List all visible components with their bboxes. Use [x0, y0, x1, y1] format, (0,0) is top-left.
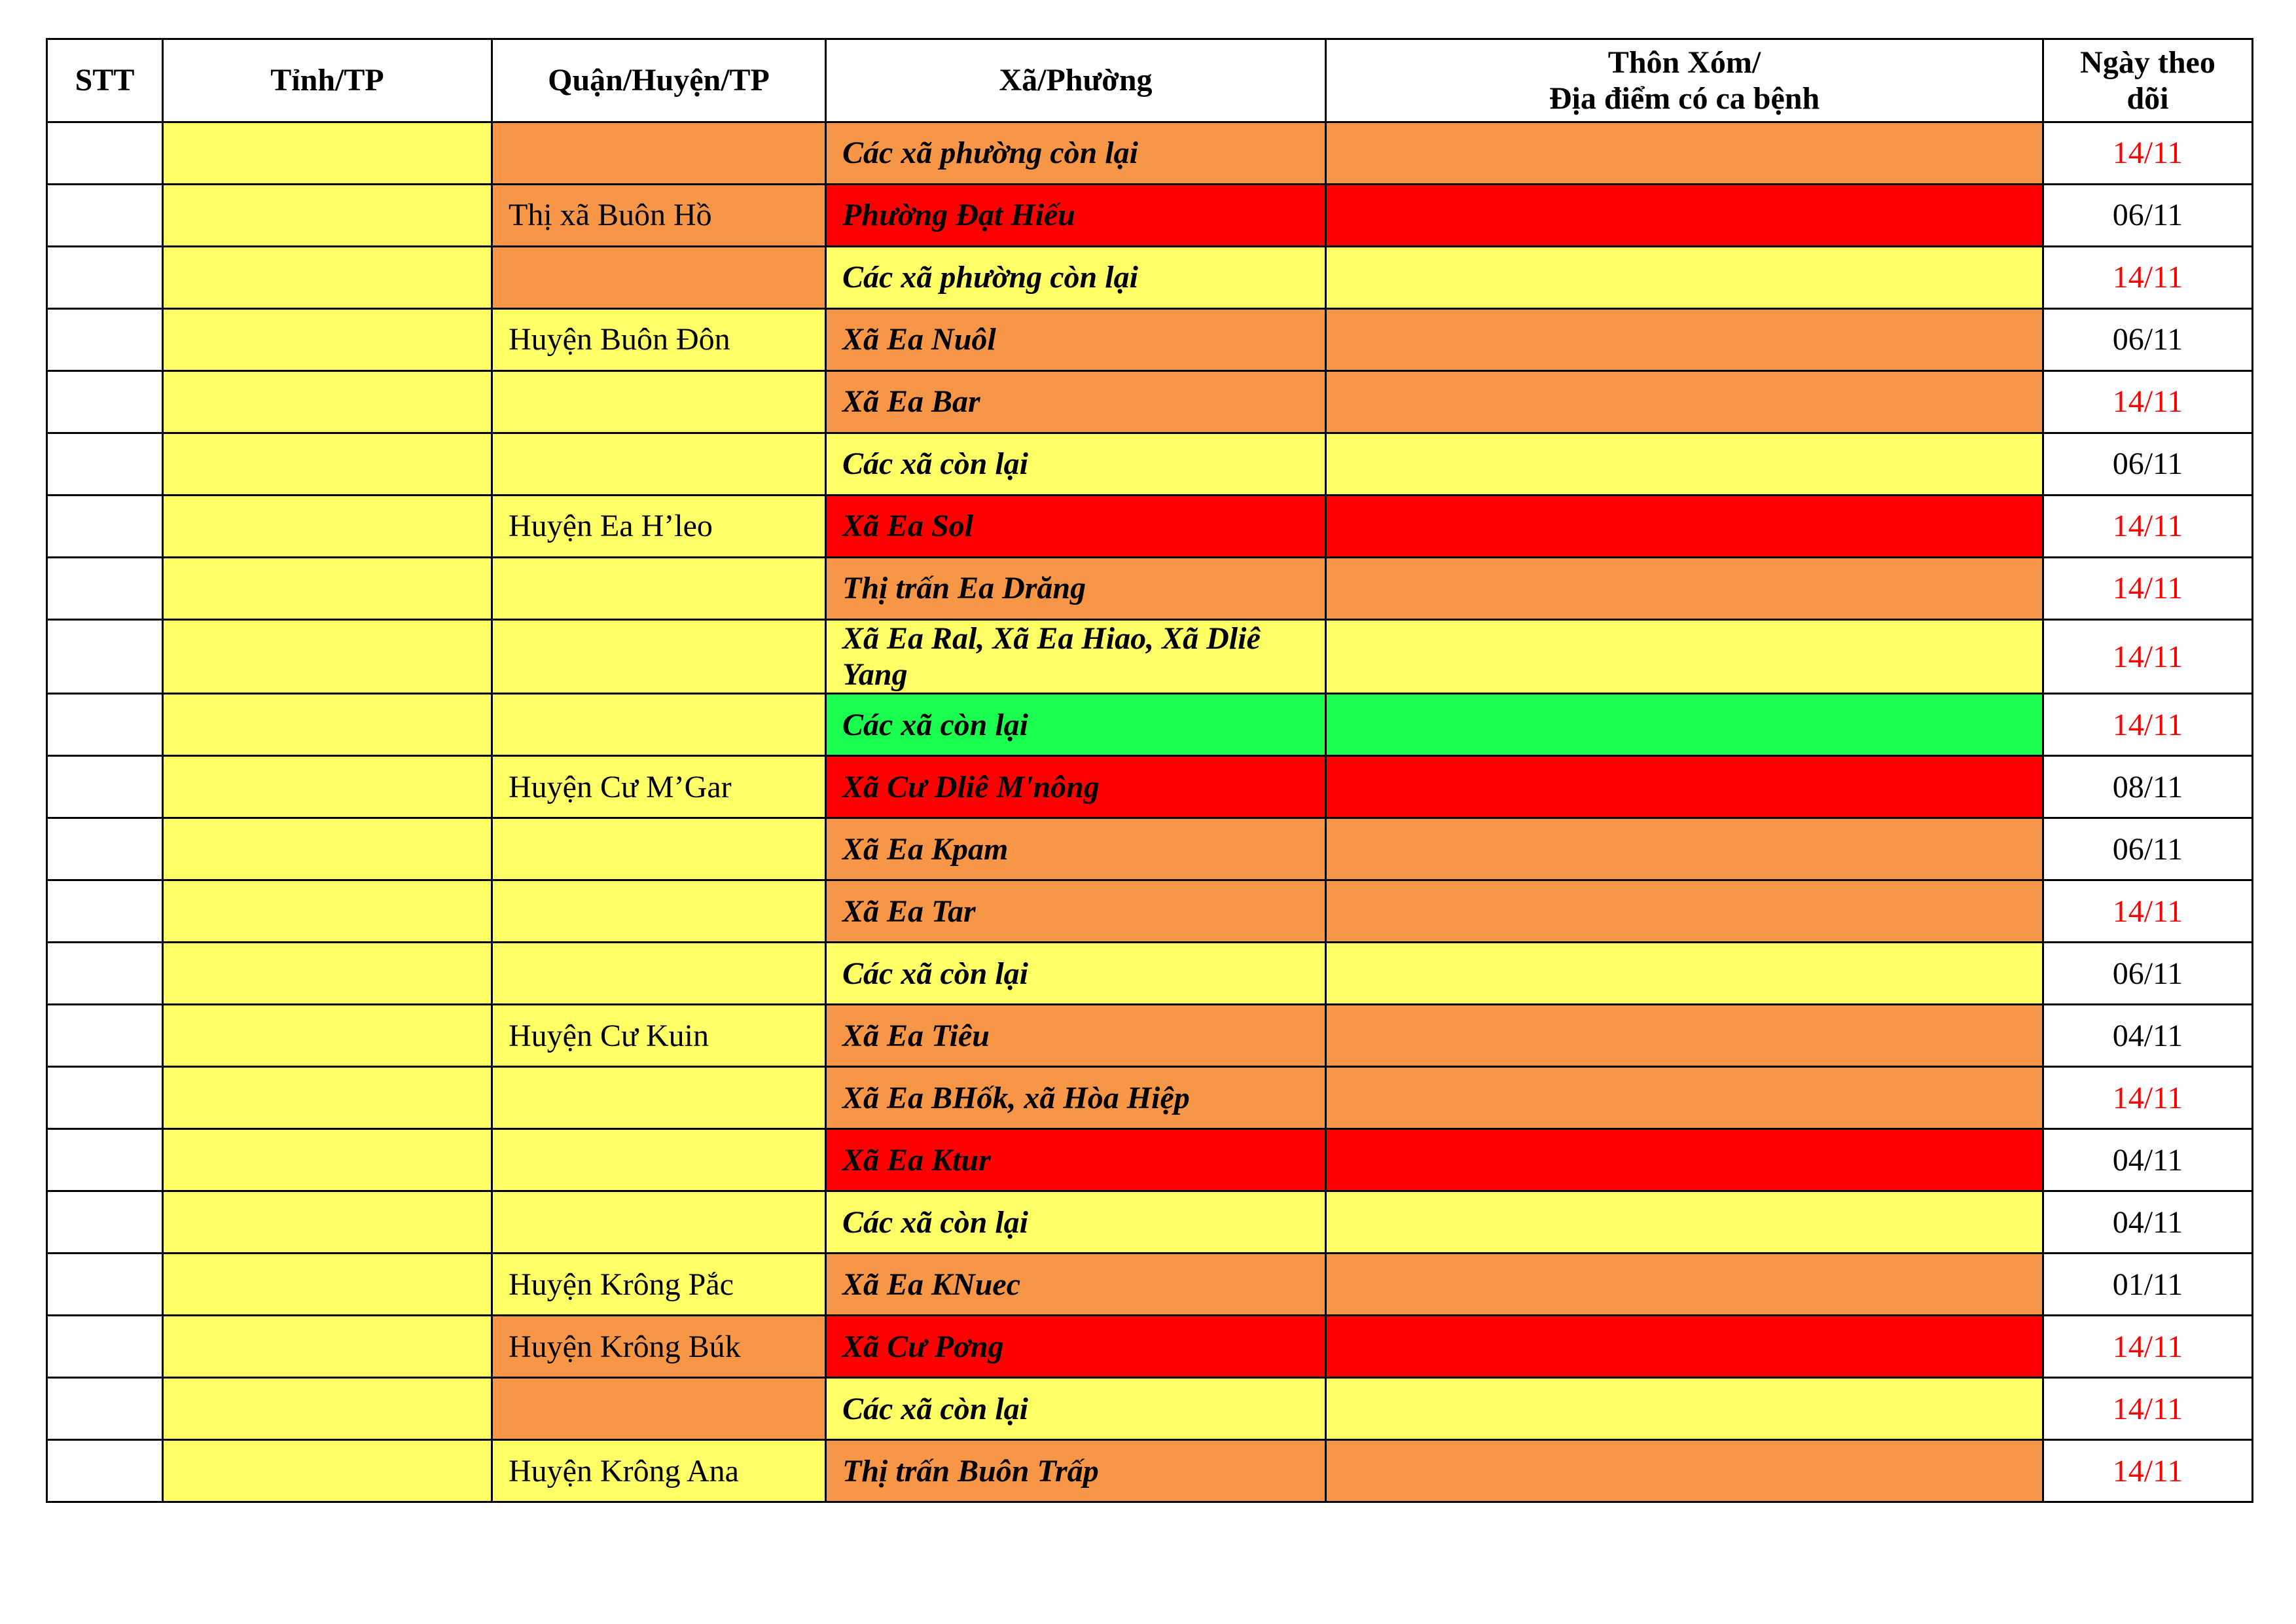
cell-district	[492, 371, 826, 433]
cell-date: 04/11	[2043, 1005, 2253, 1067]
table-row	[47, 433, 2253, 496]
cell-district	[492, 943, 826, 1005]
cell-village	[1326, 1005, 2043, 1067]
cell-ward: Xã Ea Nuôl	[826, 309, 1326, 371]
cell-district: Thị xã Buôn Hồ	[492, 185, 826, 247]
cell-district	[492, 122, 826, 185]
cell-date: 14/11	[2043, 880, 2253, 943]
cell-province	[163, 943, 492, 1005]
cell-stt	[47, 433, 163, 496]
cell-date: 14/11	[2043, 496, 2253, 558]
cell-province	[163, 756, 492, 818]
cell-district: Huyện Krông Ana	[492, 1440, 826, 1502]
cell-district	[492, 1129, 826, 1191]
header-district: Quận/Huyện/TP	[492, 39, 826, 122]
cell-stt	[47, 1440, 163, 1502]
cell-province	[163, 694, 492, 756]
cell-province	[163, 1378, 492, 1440]
cell-village	[1326, 558, 2043, 620]
cell-stt	[47, 818, 163, 880]
cell-province	[163, 1005, 492, 1067]
cell-district	[492, 818, 826, 880]
cell-date: 14/11	[2043, 247, 2253, 309]
cell-district	[492, 1191, 826, 1254]
cell-stt	[47, 1316, 163, 1378]
cell-stt	[47, 496, 163, 558]
cell-stt	[47, 880, 163, 943]
cell-village	[1326, 694, 2043, 756]
cell-stt	[47, 1254, 163, 1316]
cell-date: 04/11	[2043, 1129, 2253, 1191]
cell-ward: Các xã còn lại	[826, 694, 1326, 756]
table-row	[47, 558, 2253, 620]
cell-date: 06/11	[2043, 433, 2253, 496]
cell-date: 04/11	[2043, 1191, 2253, 1254]
cell-ward: Xã Ea Ktur	[826, 1129, 1326, 1191]
table-header	[47, 39, 2253, 122]
cell-province	[163, 818, 492, 880]
table-row	[47, 1005, 2253, 1067]
cell-district: Huyện Cư M’Gar	[492, 756, 826, 818]
cell-stt	[47, 1191, 163, 1254]
cell-date: 14/11	[2043, 558, 2253, 620]
cell-province	[163, 496, 492, 558]
cell-date: 06/11	[2043, 309, 2253, 371]
cell-date: 01/11	[2043, 1254, 2253, 1316]
cell-ward: Xã Ea Sol	[826, 496, 1326, 558]
cell-ward: Xã Ea KNuec	[826, 1254, 1326, 1316]
header-stt: STT	[47, 39, 163, 122]
cell-district: Huyện Krông Pắc	[492, 1254, 826, 1316]
cell-ward: Các xã còn lại	[826, 433, 1326, 496]
table-row	[47, 185, 2253, 247]
cell-stt	[47, 1378, 163, 1440]
cell-village	[1326, 1129, 2043, 1191]
cell-province	[163, 122, 492, 185]
cell-village	[1326, 1254, 2043, 1316]
cell-province	[163, 620, 492, 694]
cell-date: 08/11	[2043, 756, 2253, 818]
table-row	[47, 756, 2253, 818]
cell-ward: Xã Ea Tar	[826, 880, 1326, 943]
header-province: Tỉnh/TP	[163, 39, 492, 122]
cell-province	[163, 309, 492, 371]
header-date-line2: dõi	[2126, 81, 2169, 116]
cell-province	[163, 1440, 492, 1502]
cell-stt	[47, 122, 163, 185]
cell-ward: Xã Ea Bar	[826, 371, 1326, 433]
cell-province	[163, 880, 492, 943]
cell-province	[163, 1254, 492, 1316]
cell-village	[1326, 185, 2043, 247]
cell-district	[492, 694, 826, 756]
table-row	[47, 1378, 2253, 1440]
cell-ward: Xã Cư Pơng	[826, 1316, 1326, 1378]
cell-village	[1326, 247, 2043, 309]
table-row	[47, 1316, 2253, 1378]
cell-date: 14/11	[2043, 1440, 2253, 1502]
cell-district	[492, 433, 826, 496]
cell-district: Huyện Buôn Đôn	[492, 309, 826, 371]
cell-date: 14/11	[2043, 122, 2253, 185]
cell-date: 14/11	[2043, 1067, 2253, 1129]
table-row	[47, 247, 2253, 309]
cell-ward: Thị trấn Ea Drăng	[826, 558, 1326, 620]
cell-ward: Các xã còn lại	[826, 1378, 1326, 1440]
cell-village	[1326, 309, 2043, 371]
cell-stt	[47, 309, 163, 371]
cell-village	[1326, 1440, 2043, 1502]
cell-district	[492, 1067, 826, 1129]
cell-ward: Các xã phường còn lại	[826, 122, 1326, 185]
cell-province	[163, 1316, 492, 1378]
cell-date: 14/11	[2043, 620, 2253, 694]
table-row	[47, 818, 2253, 880]
cell-province	[163, 371, 492, 433]
cell-date: 14/11	[2043, 1378, 2253, 1440]
header-date	[2043, 39, 2253, 122]
table-row	[47, 1067, 2253, 1129]
cell-date: 06/11	[2043, 943, 2253, 1005]
cell-ward: Xã Ea Kpam	[826, 818, 1326, 880]
cell-district	[492, 247, 826, 309]
cell-province	[163, 1129, 492, 1191]
cell-district	[492, 558, 826, 620]
cell-ward: Xã Ea Tiêu	[826, 1005, 1326, 1067]
table-row	[47, 1440, 2253, 1502]
cell-province	[163, 1191, 492, 1254]
cell-village	[1326, 371, 2043, 433]
cell-province	[163, 433, 492, 496]
table-row	[47, 309, 2253, 371]
cell-stt	[47, 943, 163, 1005]
header-ward: Xã/Phường	[826, 39, 1326, 122]
header-village-line2: Địa điểm có ca bệnh	[1549, 81, 1820, 116]
cell-stt	[47, 1067, 163, 1129]
cell-village	[1326, 756, 2043, 818]
cell-stt	[47, 756, 163, 818]
cell-district: Huyện Krông Búk	[492, 1316, 826, 1378]
cell-ward: Phường Đạt Hiếu	[826, 185, 1326, 247]
cell-village	[1326, 620, 2043, 694]
cell-village	[1326, 880, 2043, 943]
cell-date: 06/11	[2043, 818, 2253, 880]
cell-ward: Các xã còn lại	[826, 943, 1326, 1005]
cell-village	[1326, 122, 2043, 185]
cell-village	[1326, 818, 2043, 880]
cell-ward: Xã Ea Ral, Xã Ea Hiao, Xã Dliê Yang	[826, 620, 1326, 694]
table-row	[47, 1129, 2253, 1191]
table-row	[47, 694, 2253, 756]
cell-district: Huyện Ea H’leo	[492, 496, 826, 558]
cell-village	[1326, 1378, 2043, 1440]
cell-stt	[47, 185, 163, 247]
cell-ward: Xã Ea BHốk, xã Hòa Hiệp	[826, 1067, 1326, 1129]
cell-ward: Các xã phường còn lại	[826, 247, 1326, 309]
cell-village	[1326, 1191, 2043, 1254]
cell-ward: Các xã còn lại	[826, 1191, 1326, 1254]
cell-stt	[47, 1005, 163, 1067]
cell-province	[163, 1067, 492, 1129]
cell-date: 14/11	[2043, 1316, 2253, 1378]
cell-village	[1326, 943, 2043, 1005]
cell-ward: Xã Cư Dliê M'nông	[826, 756, 1326, 818]
cell-district	[492, 880, 826, 943]
cell-stt	[47, 371, 163, 433]
cell-district: Huyện Cư Kuin	[492, 1005, 826, 1067]
cell-date: 14/11	[2043, 371, 2253, 433]
cell-village	[1326, 496, 2043, 558]
table-row	[47, 943, 2253, 1005]
table-row	[47, 122, 2253, 185]
header-village	[1326, 39, 2043, 122]
table-row	[47, 1254, 2253, 1316]
cell-stt	[47, 558, 163, 620]
cell-province	[163, 247, 492, 309]
cell-ward: Thị trấn Buôn Trấp	[826, 1440, 1326, 1502]
table-row	[47, 371, 2253, 433]
cell-stt	[47, 1129, 163, 1191]
table-row	[47, 880, 2253, 943]
cell-date: 06/11	[2043, 185, 2253, 247]
cell-district	[492, 620, 826, 694]
cell-village	[1326, 1067, 2043, 1129]
cell-date: 14/11	[2043, 694, 2253, 756]
risk-level-table	[46, 38, 2253, 1503]
cell-district	[492, 1378, 826, 1440]
cell-province	[163, 185, 492, 247]
table-row	[47, 1191, 2253, 1254]
cell-village	[1326, 1316, 2043, 1378]
cell-village	[1326, 433, 2043, 496]
cell-stt	[47, 694, 163, 756]
header-village-line1: Thôn Xóm/	[1607, 45, 1761, 80]
cell-stt	[47, 247, 163, 309]
cell-stt	[47, 620, 163, 694]
table-row	[47, 620, 2253, 694]
cell-province	[163, 558, 492, 620]
table-body	[47, 122, 2253, 1502]
table-row	[47, 496, 2253, 558]
header-row	[47, 39, 2253, 122]
header-date-line1: Ngày theo	[2080, 45, 2215, 80]
